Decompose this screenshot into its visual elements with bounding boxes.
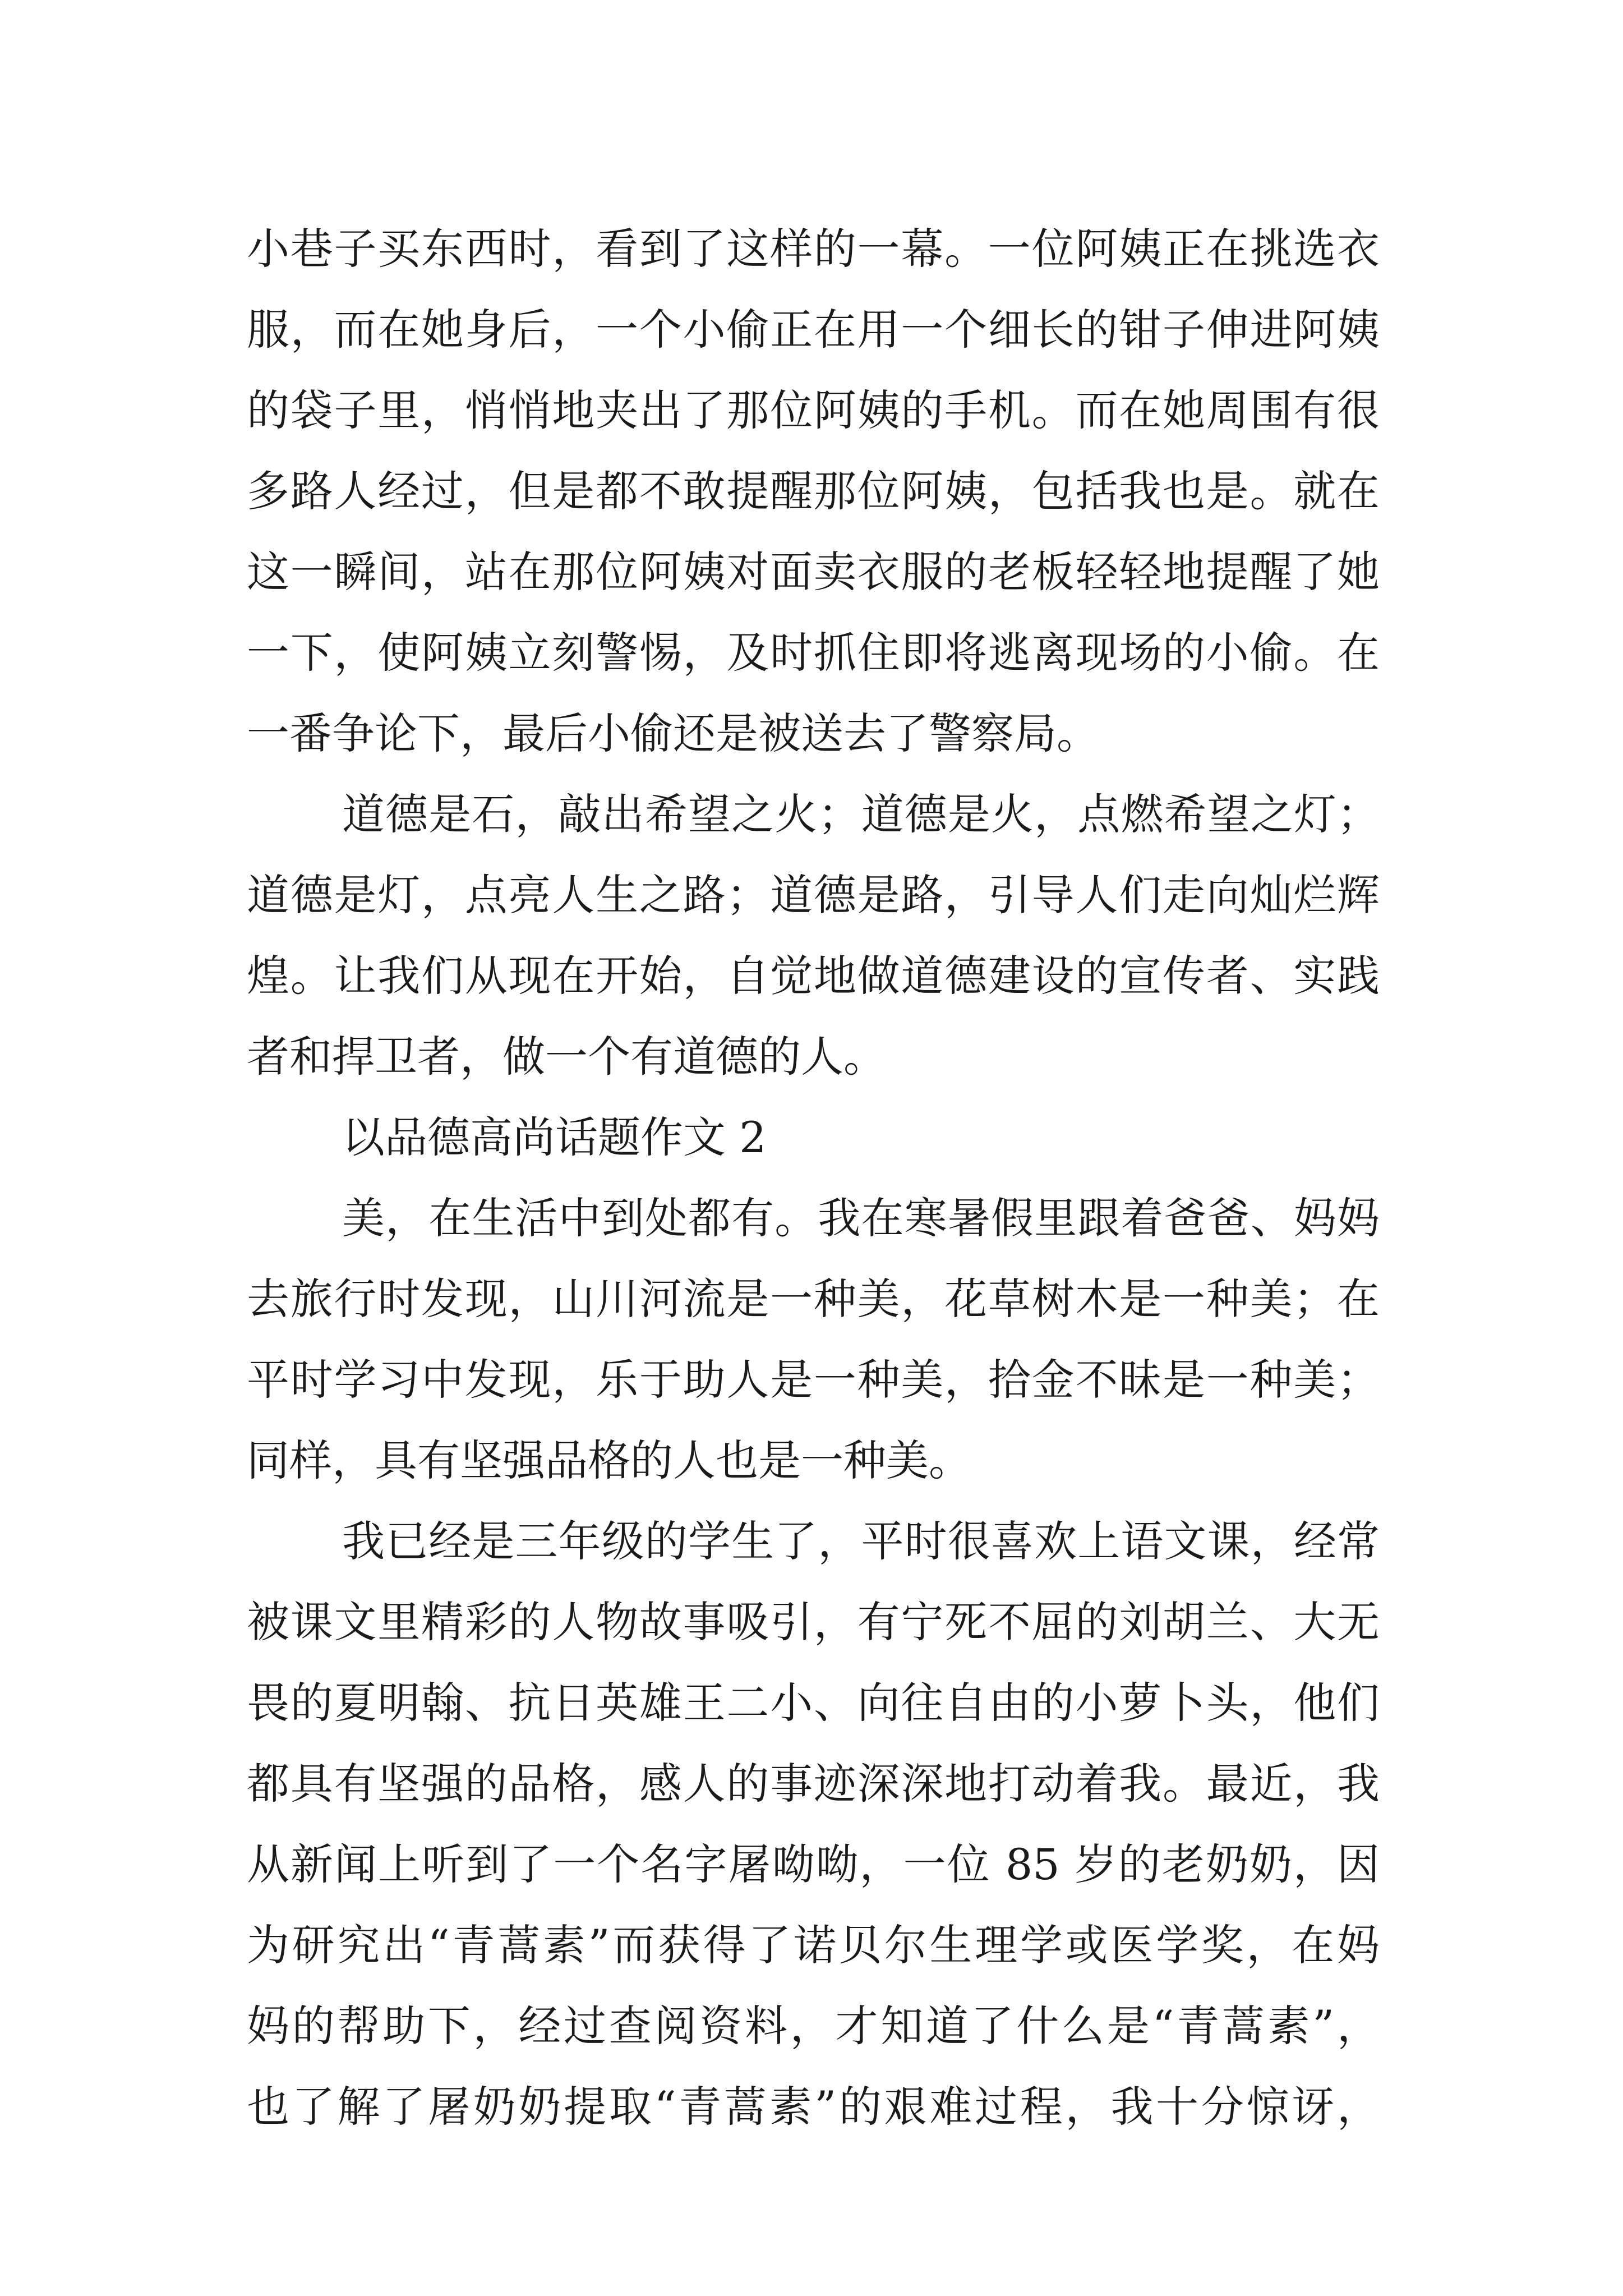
text-line: 煌。让我们从现在开始，自觉地做道德建设的宣传者、实践: [247, 951, 1380, 1001]
text-line: 都具有坚强的品格，感人的事迹深深地打动着我。最近，我: [247, 1759, 1380, 1809]
text-line: 道德是灯，点亮人生之路；道德是路，引导人们走向灿烂辉: [247, 870, 1380, 920]
text-line: 者和捍卫者，做一个有道德的人。: [247, 1032, 886, 1082]
text-line: 从新闻上听到了一个名字屠呦呦，一位 85 岁的老奶奶，因: [247, 1839, 1380, 1889]
text-line: 畏的夏明翰、抗日英雄王二小、向往自由的小萝卜头，他们: [247, 1678, 1380, 1728]
text-line: 道德是石，敲出希望之火；道德是火，点燃希望之灯；: [342, 789, 1380, 839]
document-body: [247, 209, 1380, 2147]
text-line: 一番争论下，最后小偷还是被送去了警察局。: [247, 708, 1099, 758]
text-line: 的袋子里，悄悄地夹出了那位阿姨的手机。而在她周围有很: [247, 385, 1380, 435]
text-line: 多路人经过，但是都不敢提醒那位阿姨，包括我也是。就在: [247, 466, 1380, 516]
text-line: 去旅行时发现，山川河流是一种美，花草树木是一种美；在: [247, 1274, 1380, 1324]
text-line: 被课文里精彩的人物故事吸引，有宁死不屈的刘胡兰、大无: [247, 1597, 1380, 1647]
text-line: 我已经是三年级的学生了，平时很喜欢上语文课，经常: [342, 1516, 1380, 1566]
text-line: 也了解了屠奶奶提取“青蒿素”的艰难过程，我十分惊讶，: [247, 2082, 1380, 2132]
paragraph-beauty: [247, 1178, 1380, 1501]
text-line: 为研究出“青蒿素”而获得了诺贝尔生理学或医学奖，在妈: [247, 1920, 1380, 1970]
text-line: 美，在生活中到处都有。我在寒暑假里跟着爸爸、妈妈: [342, 1193, 1380, 1243]
paragraph-tu-youyou: [247, 1501, 1380, 2147]
paragraph-theft-story: [247, 209, 1380, 774]
text-line: 这一瞬间，站在那位阿姨对面卖衣服的老板轻轻地提醒了她: [247, 547, 1380, 597]
text-line: 小巷子买东西时，看到了这样的一幕。一位阿姨正在挑选衣: [247, 224, 1380, 274]
text-line: 一下，使阿姨立刻警惕，及时抓住即将逃离现场的小偷。在: [247, 628, 1380, 678]
text-line: 同样，具有坚强品格的人也是一种美。: [247, 1435, 971, 1485]
text-line: 妈的帮助下，经过查阅资料，才知道了什么是“青蒿素”，: [247, 2001, 1380, 2051]
paragraph-morality: [247, 774, 1380, 1097]
essay-heading: 以品德高尚话题作文 2: [342, 1112, 767, 1162]
text-line: 服，而在她身后，一个小偷正在用一个细长的钳子伸进阿姨: [247, 305, 1380, 355]
text-line: 平时学习中发现，乐于助人是一种美，拾金不昧是一种美；: [247, 1355, 1380, 1405]
